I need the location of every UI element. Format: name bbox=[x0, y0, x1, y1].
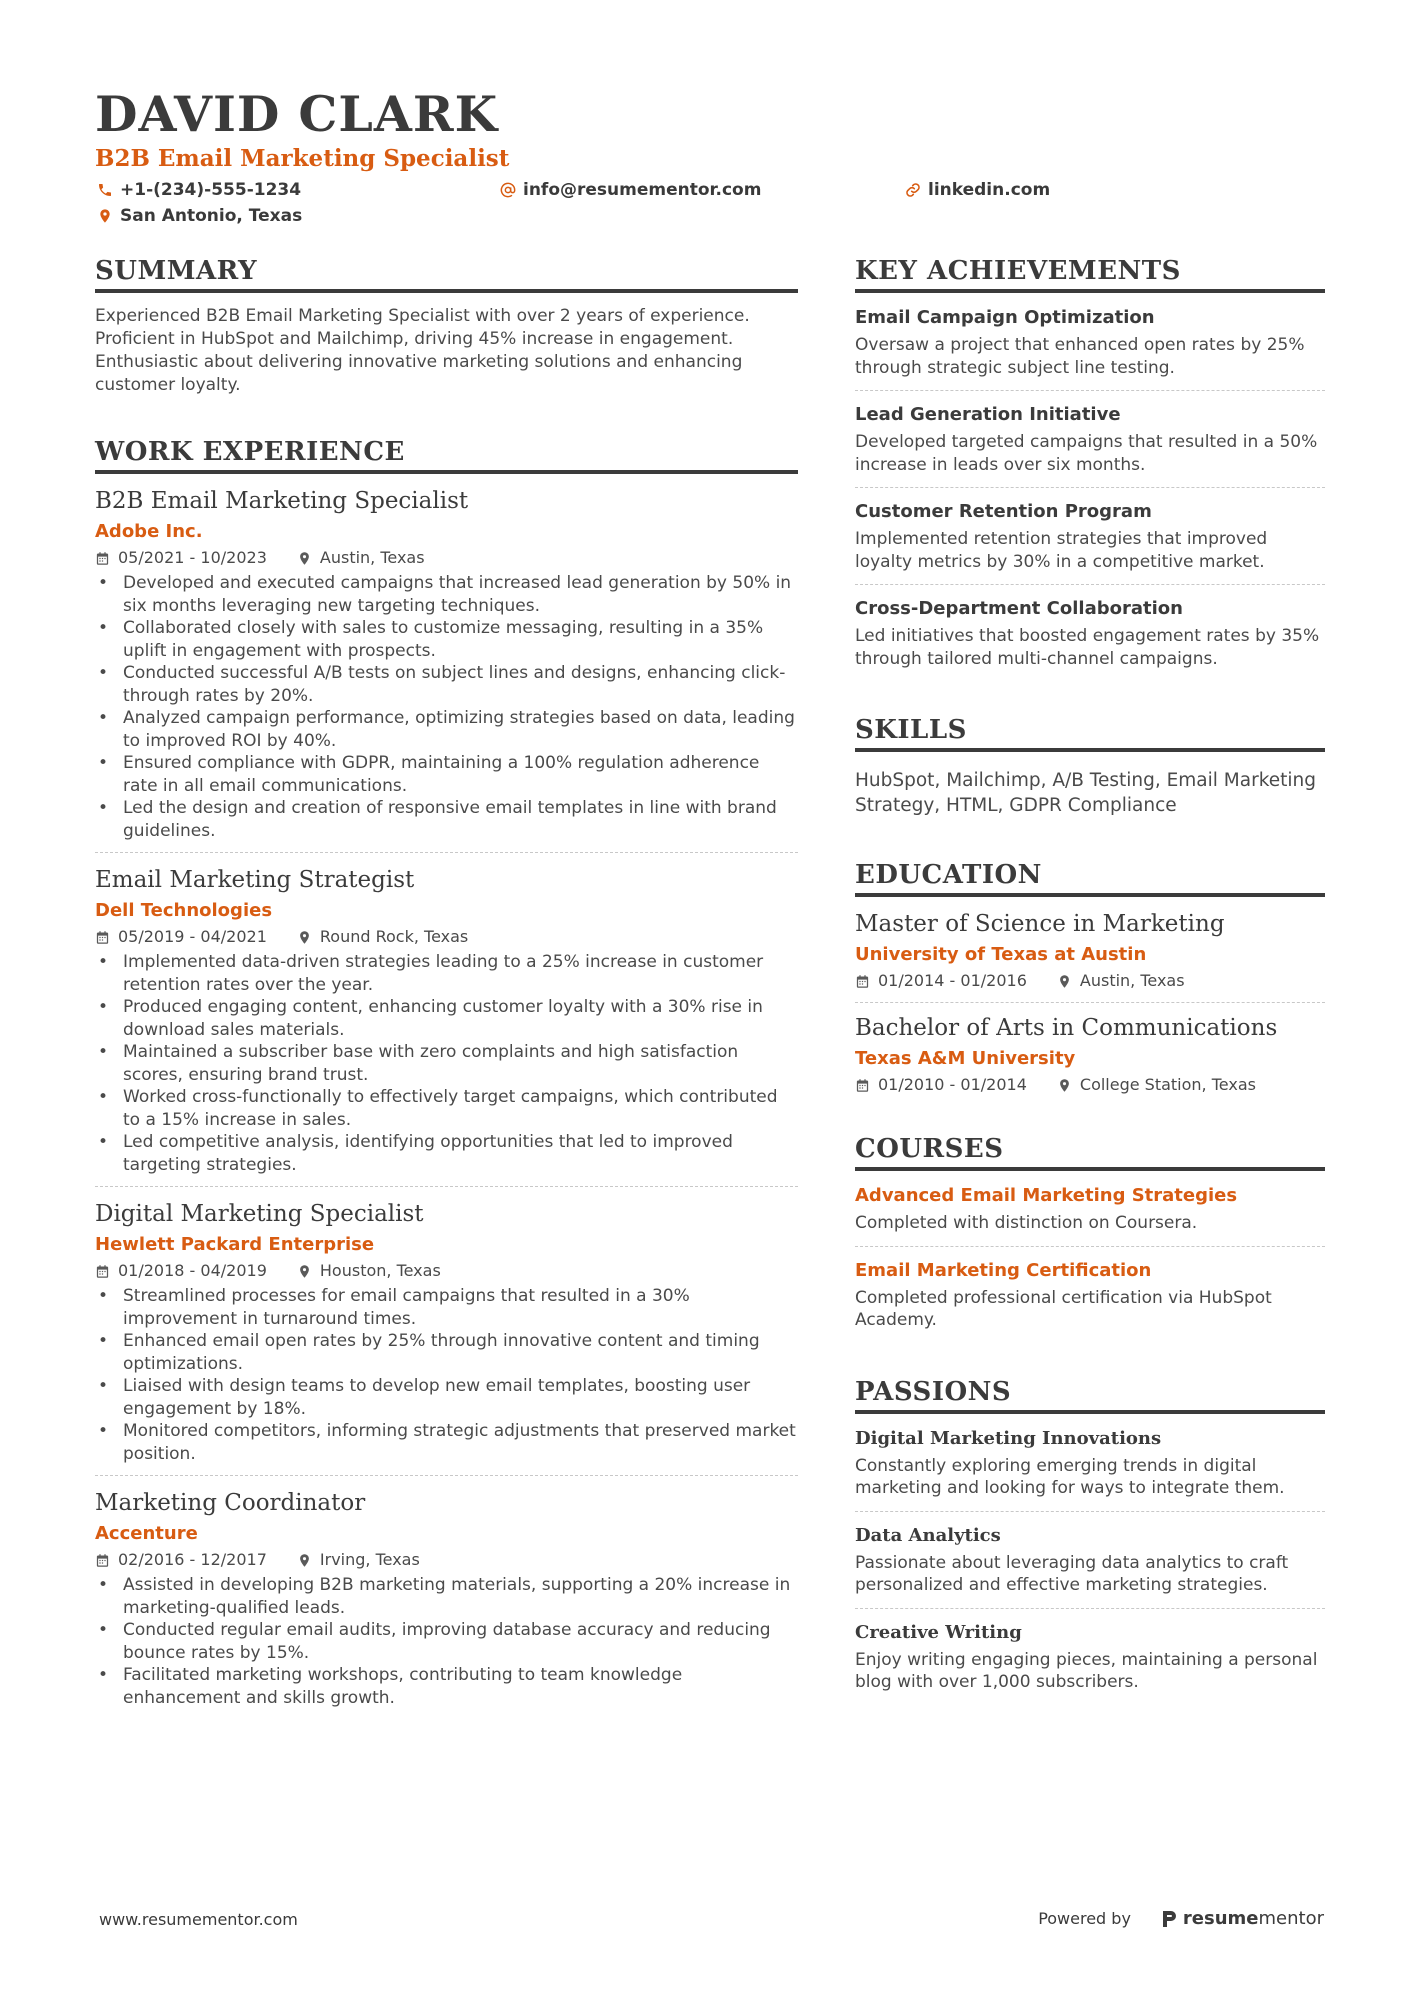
brand-logo[interactable] bbox=[1161, 1908, 1324, 1929]
job-entry bbox=[95, 1475, 798, 1719]
course-title: Advanced Email Marketing Strategies bbox=[855, 1185, 1238, 1206]
job-bullet: • Monitored competitors, informing strategic adjustments that preserved market position. bbox=[95, 1420, 798, 1465]
location-pin-icon bbox=[297, 930, 312, 945]
summary-section bbox=[95, 254, 798, 397]
job-bullet: • Developed and executed campaigns that increased lead generation by 50% in six months leveraging new targeting techniques. bbox=[95, 572, 798, 617]
passion-item bbox=[855, 1608, 1325, 1705]
achievement-title: Email Campaign Optimization bbox=[855, 307, 1155, 328]
date-text: 01/2018 - 04/2019 bbox=[118, 1261, 267, 1280]
job-title: Digital Marketing Specialist bbox=[95, 1201, 424, 1227]
experience-section bbox=[95, 435, 798, 1719]
date-location bbox=[95, 926, 798, 948]
location-pin-icon bbox=[297, 551, 312, 566]
job-bullet: • Conducted regular email audits, improving database accuracy and reducing bounce rates by 15%. bbox=[95, 1619, 798, 1664]
page-footer bbox=[99, 1910, 1324, 1934]
date-location bbox=[855, 1074, 1325, 1096]
location-text: College Station, Texas bbox=[1079, 1075, 1256, 1094]
job-bullet: • Liaised with design teams to develop new email templates, boosting user engagement by 18%. bbox=[95, 1375, 798, 1420]
job-bullet: • Maintained a subscriber base with zero complaints and high satisfaction scores, ensuring brand trust. bbox=[95, 1041, 798, 1086]
job-bullets bbox=[95, 1285, 798, 1465]
date-text: 02/2016 - 12/2017 bbox=[118, 1550, 267, 1569]
job-title: B2B Email Marketing Specialist bbox=[95, 488, 469, 514]
calendar-icon bbox=[855, 974, 870, 989]
passion-desc: Passionate about leveraging data analytics to craft personalized and effective marketing strategies. bbox=[855, 1552, 1289, 1595]
date-text: 05/2021 - 10/2023 bbox=[118, 548, 267, 567]
job-bullet: • Ensured compliance with GDPR, maintaining a 100% regulation adherence rate in all email communications. bbox=[95, 752, 798, 797]
location bbox=[1057, 1074, 1256, 1096]
date-range bbox=[95, 926, 267, 948]
date-location bbox=[95, 547, 798, 569]
candidate-role: B2B Email Marketing Specialist bbox=[95, 145, 510, 172]
location bbox=[297, 1260, 441, 1282]
email-text: info@resumementor.com bbox=[523, 180, 762, 200]
contact-linkedin[interactable] bbox=[905, 178, 1050, 202]
company-name: Accenture bbox=[95, 1523, 198, 1544]
calendar-icon bbox=[95, 930, 110, 945]
location-text: Austin, Texas bbox=[319, 548, 425, 567]
achievement-item bbox=[855, 487, 1325, 584]
date-range bbox=[95, 547, 267, 569]
skills-text: HubSpot, Mailchimp, A/B Testing, Email Marketing Strategy, HTML, GDPR Compliance bbox=[855, 770, 1317, 816]
passion-title: Digital Marketing Innovations bbox=[855, 1427, 1162, 1449]
date-location bbox=[95, 1549, 798, 1571]
location-pin-icon bbox=[1057, 974, 1072, 989]
job-bullet: • Analyzed campaign performance, optimizing strategies based on data, leading to improved ROI by 40%. bbox=[95, 707, 798, 752]
job-entry bbox=[95, 852, 798, 1186]
calendar-icon bbox=[95, 551, 110, 566]
summary-heading: SUMMARY bbox=[95, 254, 798, 293]
location-text: Round Rock, Texas bbox=[319, 927, 469, 946]
education-item bbox=[855, 909, 1325, 1002]
course-title: Email Marketing Certification bbox=[855, 1259, 1152, 1281]
resumementor-logo-icon bbox=[1161, 1909, 1177, 1929]
job-bullet: • Collaborated closely with sales to customize messaging, resulting in a 35% uplift in engagement with prospects. bbox=[95, 617, 798, 662]
school-name: Texas A&M University bbox=[855, 1048, 1076, 1069]
location-text: Austin, Texas bbox=[1079, 971, 1185, 990]
passion-title: Creative Writing bbox=[855, 1621, 1022, 1643]
job-title: Email Marketing Strategist bbox=[95, 867, 415, 893]
location-pin-icon bbox=[297, 1264, 312, 1279]
achievement-desc: Oversaw a project that enhanced open rates by 25% through strategic subject line testing. bbox=[855, 335, 1305, 378]
contact-phone bbox=[97, 178, 301, 202]
at-sign-icon bbox=[500, 182, 516, 198]
contact-info bbox=[95, 178, 1325, 230]
passion-item bbox=[855, 1426, 1325, 1511]
achievements-heading: KEY ACHIEVEMENTS bbox=[855, 254, 1325, 293]
powered-by bbox=[1038, 1908, 1324, 1929]
passion-list bbox=[855, 1426, 1325, 1705]
school-name: University of Texas at Austin bbox=[855, 944, 1147, 965]
skills-heading: SKILLS bbox=[855, 713, 1325, 752]
location-pin-icon bbox=[1057, 1078, 1072, 1093]
location bbox=[297, 1549, 420, 1571]
job-bullet: • Led competitive analysis, identifying opportunities that led to improved targeting strategies. bbox=[95, 1131, 798, 1176]
achievement-title: Cross-Department Collaboration bbox=[855, 598, 1183, 619]
job-bullets bbox=[95, 1574, 798, 1709]
achievement-title: Customer Retention Program bbox=[855, 501, 1152, 522]
date-range bbox=[855, 970, 1027, 992]
achievement-desc: Implemented retention strategies that improved loyalty metrics by 30% in a competitive market. bbox=[855, 529, 1268, 572]
job-title: Marketing Coordinator bbox=[95, 1490, 366, 1516]
job-bullets bbox=[95, 572, 798, 842]
job-bullet: • Implemented data-driven strategies leading to a 25% increase in customer retention rates over the year. bbox=[95, 951, 798, 996]
location bbox=[1057, 970, 1185, 992]
link-icon bbox=[905, 182, 921, 198]
job-bullet: • Conducted successful A/B tests on subject lines and designs, enhancing click-through rates by 20%. bbox=[95, 662, 798, 707]
right-column bbox=[855, 254, 1325, 1705]
resume-header bbox=[95, 86, 1325, 230]
date-location bbox=[95, 1260, 798, 1282]
candidate-name: DAVID CLARK bbox=[95, 85, 499, 143]
course-item bbox=[855, 1246, 1325, 1343]
passion-item bbox=[855, 1511, 1325, 1608]
passion-desc: Enjoy writing engaging pieces, maintaining a personal blog with over 1,000 subscribers. bbox=[855, 1649, 1318, 1692]
date-range bbox=[95, 1260, 267, 1282]
course-list bbox=[855, 1183, 1325, 1343]
resume-page bbox=[95, 85, 1325, 1708]
job-bullet: • Enhanced email open rates by 25% through innovative content and timing optimizations. bbox=[95, 1330, 798, 1375]
job-bullet: • Facilitated marketing workshops, contributing to team knowledge enhancement and skills growth. bbox=[95, 1664, 798, 1709]
achievements-section bbox=[855, 254, 1325, 681]
achievement-desc: Developed targeted campaigns that resulted in a 50% increase in leads over six months. bbox=[855, 432, 1318, 475]
job-bullet: • Produced engaging content, enhancing customer loyalty with a 30% rise in download sales materials. bbox=[95, 996, 798, 1041]
passion-desc: Constantly exploring emerging trends in digital marketing and looking for ways to integrate them. bbox=[855, 1455, 1285, 1498]
passion-title: Data Analytics bbox=[855, 1524, 1001, 1546]
education-item bbox=[855, 1002, 1325, 1106]
date-text: 01/2010 - 01/2014 bbox=[878, 1075, 1027, 1094]
education-heading: EDUCATION bbox=[855, 858, 1325, 897]
achievement-item bbox=[855, 305, 1325, 390]
phone-text: +1-(234)-555-1234 bbox=[120, 180, 302, 200]
company-name: Hewlett Packard Enterprise bbox=[95, 1234, 375, 1255]
summary-text: Experienced B2B Email Marketing Specialist with over 2 years of experience. Proficient in HubSpot and Mailchimp, driving 45% increase in engagement. Enthusiastic about delivering innovative marketing solutions and enhancing customer loyalty. bbox=[95, 306, 750, 395]
education-list bbox=[855, 909, 1325, 1106]
passions-heading: PASSIONS bbox=[855, 1375, 1325, 1414]
courses-section bbox=[855, 1132, 1325, 1343]
calendar-icon bbox=[95, 1264, 110, 1279]
brand-name-bold: resume bbox=[1182, 1908, 1259, 1929]
date-text: 01/2014 - 01/2016 bbox=[878, 971, 1027, 990]
date-location bbox=[855, 970, 1325, 992]
linkedin-text: linkedin.com bbox=[928, 180, 1051, 200]
job-bullet: • Streamlined processes for email campaigns that resulted in a 30% improvement in turnaround times. bbox=[95, 1285, 798, 1330]
contact-location bbox=[97, 204, 302, 228]
achievement-desc: Led initiatives that boosted engagement rates by 35% through tailored multi-channel campaigns. bbox=[855, 626, 1320, 669]
job-bullet: • Led the design and creation of responsive email templates in line with brand guidelines. bbox=[95, 797, 798, 842]
job-bullet: • Assisted in developing B2B marketing materials, supporting a 20% increase in marketing-qualified leads. bbox=[95, 1574, 798, 1619]
footer-website[interactable]: www.resumementor.com bbox=[99, 1910, 298, 1929]
job-bullets bbox=[95, 951, 798, 1176]
job-entry bbox=[95, 1186, 798, 1475]
degree: Bachelor of Arts in Communications bbox=[855, 1015, 1278, 1041]
calendar-icon bbox=[95, 1553, 110, 1568]
company-name: Dell Technologies bbox=[95, 900, 273, 921]
job-entry bbox=[95, 486, 798, 852]
company-name: Adobe Inc. bbox=[95, 521, 203, 542]
achievement-title: Lead Generation Initiative bbox=[855, 404, 1121, 425]
degree: Master of Science in Marketing bbox=[855, 911, 1225, 937]
achievement-list bbox=[855, 305, 1325, 681]
calendar-icon bbox=[855, 1078, 870, 1093]
job-bullet: • Worked cross-functionally to effectively target campaigns, which contributed to a 15% increase in sales. bbox=[95, 1086, 798, 1131]
courses-heading: COURSES bbox=[855, 1132, 1325, 1171]
education-section bbox=[855, 858, 1325, 1106]
date-text: 05/2019 - 04/2021 bbox=[118, 927, 267, 946]
date-range bbox=[95, 1549, 267, 1571]
location-pin-icon bbox=[297, 1553, 312, 1568]
course-desc: Completed with distinction on Coursera. bbox=[855, 1213, 1198, 1233]
location-text: Irving, Texas bbox=[319, 1550, 420, 1569]
date-range bbox=[855, 1074, 1027, 1096]
location-text: Houston, Texas bbox=[319, 1261, 441, 1280]
left-column bbox=[95, 254, 798, 1719]
skills-section bbox=[855, 713, 1325, 818]
experience-heading: WORK EXPERIENCE bbox=[95, 435, 798, 474]
achievement-item bbox=[855, 584, 1325, 681]
brand-name-light: mentor bbox=[1258, 1908, 1324, 1929]
location-pin-icon bbox=[97, 208, 113, 224]
location bbox=[297, 926, 468, 948]
course-item bbox=[855, 1183, 1325, 1246]
powered-by-label: Powered by bbox=[1038, 1909, 1131, 1928]
contact-email[interactable] bbox=[500, 178, 761, 202]
achievement-item bbox=[855, 390, 1325, 487]
passions-section bbox=[855, 1375, 1325, 1705]
course-desc: Completed professional certification via HubSpot Academy. bbox=[855, 1287, 1272, 1330]
phone-icon bbox=[97, 182, 113, 198]
location-text: San Antonio, Texas bbox=[120, 206, 303, 226]
job-list bbox=[95, 486, 798, 1719]
location bbox=[297, 547, 425, 569]
